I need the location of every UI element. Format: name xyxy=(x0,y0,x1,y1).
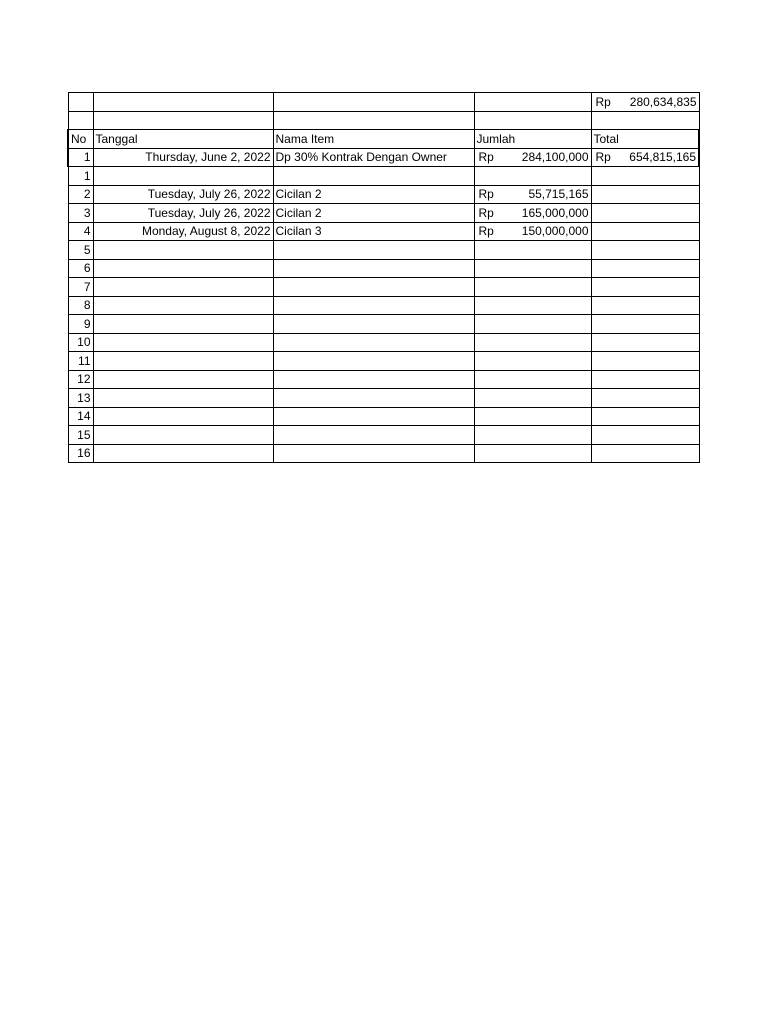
row-total[interactable] xyxy=(591,333,699,352)
table-body xyxy=(68,93,699,463)
row-no[interactable]: 5 xyxy=(68,241,93,260)
amount-value: 150,000,000 xyxy=(521,224,589,239)
currency-label: Rp xyxy=(478,150,494,165)
row-jumlah-money xyxy=(475,207,591,219)
row-no[interactable]: 6 xyxy=(68,259,93,278)
row-no[interactable]: 2 xyxy=(68,185,93,204)
row-total[interactable] xyxy=(591,296,699,315)
table-row xyxy=(68,426,699,445)
row-jumlah[interactable] xyxy=(474,407,591,426)
row-jumlah[interactable] xyxy=(474,259,591,278)
row-total[interactable] xyxy=(591,204,699,223)
row-no[interactable]: 4 xyxy=(68,222,93,241)
row-jumlah[interactable] xyxy=(474,333,591,352)
row-no[interactable]: 3 xyxy=(68,204,93,223)
row-nama-item[interactable]: Cicilan 3 xyxy=(273,222,474,241)
row-tanggal[interactable] xyxy=(93,407,273,426)
row-total[interactable] xyxy=(591,444,699,463)
row-tanggal[interactable] xyxy=(93,352,273,371)
row-jumlah[interactable] xyxy=(474,185,591,204)
header-tanggal[interactable]: Tanggal xyxy=(93,130,273,149)
amount-value: 55,715,165 xyxy=(528,187,589,202)
summary-total-cell[interactable] xyxy=(591,93,699,112)
row-jumlah[interactable] xyxy=(474,352,591,371)
row-tanggal[interactable]: Thursday, June 2, 2022 xyxy=(93,148,273,167)
row-jumlah[interactable] xyxy=(474,167,591,186)
table-row xyxy=(68,204,699,223)
row-nama-item[interactable] xyxy=(273,296,474,315)
cell[interactable] xyxy=(273,93,474,112)
row-nama-item[interactable] xyxy=(273,278,474,297)
row-nama-item[interactable] xyxy=(273,407,474,426)
row-nama-item[interactable]: Dp 30% Kontrak Dengan Owner xyxy=(273,148,474,167)
amount-value: 654,815,165 xyxy=(629,150,696,165)
row-total[interactable] xyxy=(591,241,699,260)
cell[interactable] xyxy=(68,93,93,112)
table-row xyxy=(68,444,699,463)
blank-row xyxy=(68,111,699,130)
table-row xyxy=(68,333,699,352)
row-jumlah[interactable] xyxy=(474,204,591,223)
row-jumlah[interactable] xyxy=(474,315,591,334)
row-no[interactable]: 15 xyxy=(68,426,93,445)
row-tanggal[interactable]: Monday, August 8, 2022 xyxy=(93,222,273,241)
header-row xyxy=(68,130,699,149)
table-row xyxy=(68,352,699,371)
cell[interactable] xyxy=(273,111,474,130)
row-jumlah[interactable] xyxy=(474,426,591,445)
row-tanggal[interactable] xyxy=(93,259,273,278)
row-tanggal[interactable] xyxy=(93,389,273,408)
cell[interactable] xyxy=(474,111,591,130)
payment-table xyxy=(67,92,700,463)
row-jumlah[interactable] xyxy=(474,444,591,463)
table-row xyxy=(68,407,699,426)
row-jumlah-money xyxy=(475,151,591,163)
row-nama-item[interactable] xyxy=(273,444,474,463)
table-row xyxy=(68,315,699,334)
cell[interactable] xyxy=(68,111,93,130)
table-row xyxy=(68,296,699,315)
row-jumlah[interactable] xyxy=(474,296,591,315)
row-nama-item[interactable]: Cicilan 2 xyxy=(273,185,474,204)
currency-label: Rp xyxy=(478,224,494,239)
table-row xyxy=(68,222,699,241)
row-total[interactable] xyxy=(591,407,699,426)
row-nama-item[interactable] xyxy=(273,167,474,186)
row-total[interactable] xyxy=(591,389,699,408)
row-total[interactable] xyxy=(591,315,699,334)
row-nama-item[interactable] xyxy=(273,333,474,352)
cell[interactable] xyxy=(591,111,699,130)
row-tanggal[interactable] xyxy=(93,315,273,334)
row-no[interactable]: 7 xyxy=(68,278,93,297)
row-total[interactable] xyxy=(591,426,699,445)
amount-value: 284,100,000 xyxy=(521,150,589,165)
cell[interactable] xyxy=(93,111,273,130)
row-nama-item[interactable] xyxy=(273,370,474,389)
currency-label: Rp xyxy=(478,187,494,202)
row-no[interactable]: 16 xyxy=(68,444,93,463)
row-nama-item[interactable] xyxy=(273,389,474,408)
header-total[interactable]: Total xyxy=(591,130,699,149)
currency-label: Rp xyxy=(595,150,611,165)
row-total[interactable] xyxy=(591,167,699,186)
row-total[interactable] xyxy=(591,370,699,389)
summary-amount: 280,634,835 xyxy=(629,94,697,109)
table-row xyxy=(68,370,699,389)
table-row xyxy=(68,167,699,186)
row-tanggal[interactable] xyxy=(93,241,273,260)
summary-row xyxy=(68,93,699,112)
row-tanggal[interactable]: Tuesday, July 26, 2022 xyxy=(93,204,273,223)
row-tanggal[interactable] xyxy=(93,278,273,297)
row-total[interactable] xyxy=(591,259,699,278)
table-row xyxy=(68,278,699,297)
row-tanggal[interactable] xyxy=(93,426,273,445)
currency-label: Rp xyxy=(478,205,494,220)
row-no[interactable]: 1 xyxy=(68,167,93,186)
row-jumlah[interactable] xyxy=(474,389,591,408)
row-no[interactable]: 1 xyxy=(68,148,93,167)
row-no[interactable]: 10 xyxy=(68,333,93,352)
table-row xyxy=(68,241,699,260)
row-total-money xyxy=(592,151,699,163)
cell[interactable] xyxy=(474,93,591,112)
table-row xyxy=(68,259,699,278)
summary-currency: Rp xyxy=(595,94,611,109)
row-no[interactable]: 14 xyxy=(68,407,93,426)
amount-value: 165,000,000 xyxy=(521,205,589,220)
row-total[interactable] xyxy=(591,148,699,167)
row-no[interactable]: 13 xyxy=(68,389,93,408)
header-no[interactable]: No xyxy=(68,130,93,149)
header-jumlah[interactable]: Jumlah xyxy=(474,130,591,149)
row-nama-item[interactable]: Cicilan 2 xyxy=(273,204,474,223)
row-nama-item[interactable] xyxy=(273,259,474,278)
row-nama-item[interactable] xyxy=(273,426,474,445)
row-tanggal[interactable] xyxy=(93,296,273,315)
header-nama-item[interactable]: Nama Item xyxy=(273,130,474,149)
row-tanggal[interactable] xyxy=(93,444,273,463)
row-no[interactable]: 9 xyxy=(68,315,93,334)
row-jumlah[interactable] xyxy=(474,241,591,260)
row-jumlah[interactable] xyxy=(474,278,591,297)
row-nama-item[interactable] xyxy=(273,352,474,371)
row-nama-item[interactable] xyxy=(273,241,474,260)
row-jumlah-money xyxy=(475,225,591,237)
row-no[interactable]: 8 xyxy=(68,296,93,315)
summary-money xyxy=(592,96,699,108)
row-jumlah-money xyxy=(475,188,591,200)
row-tanggal[interactable]: Tuesday, July 26, 2022 xyxy=(93,185,273,204)
row-nama-item[interactable] xyxy=(273,315,474,334)
row-total[interactable] xyxy=(591,185,699,204)
row-total[interactable] xyxy=(591,222,699,241)
row-tanggal[interactable] xyxy=(93,370,273,389)
row-jumlah[interactable] xyxy=(474,370,591,389)
table-row xyxy=(68,389,699,408)
row-tanggal[interactable] xyxy=(93,167,273,186)
row-total[interactable] xyxy=(591,278,699,297)
row-jumlah[interactable] xyxy=(474,222,591,241)
row-no[interactable]: 11 xyxy=(68,352,93,371)
cell[interactable] xyxy=(93,93,273,112)
row-jumlah[interactable] xyxy=(474,148,591,167)
table-row xyxy=(68,148,699,167)
row-total[interactable] xyxy=(591,352,699,371)
row-tanggal[interactable] xyxy=(93,333,273,352)
row-no[interactable]: 12 xyxy=(68,370,93,389)
table-row xyxy=(68,185,699,204)
